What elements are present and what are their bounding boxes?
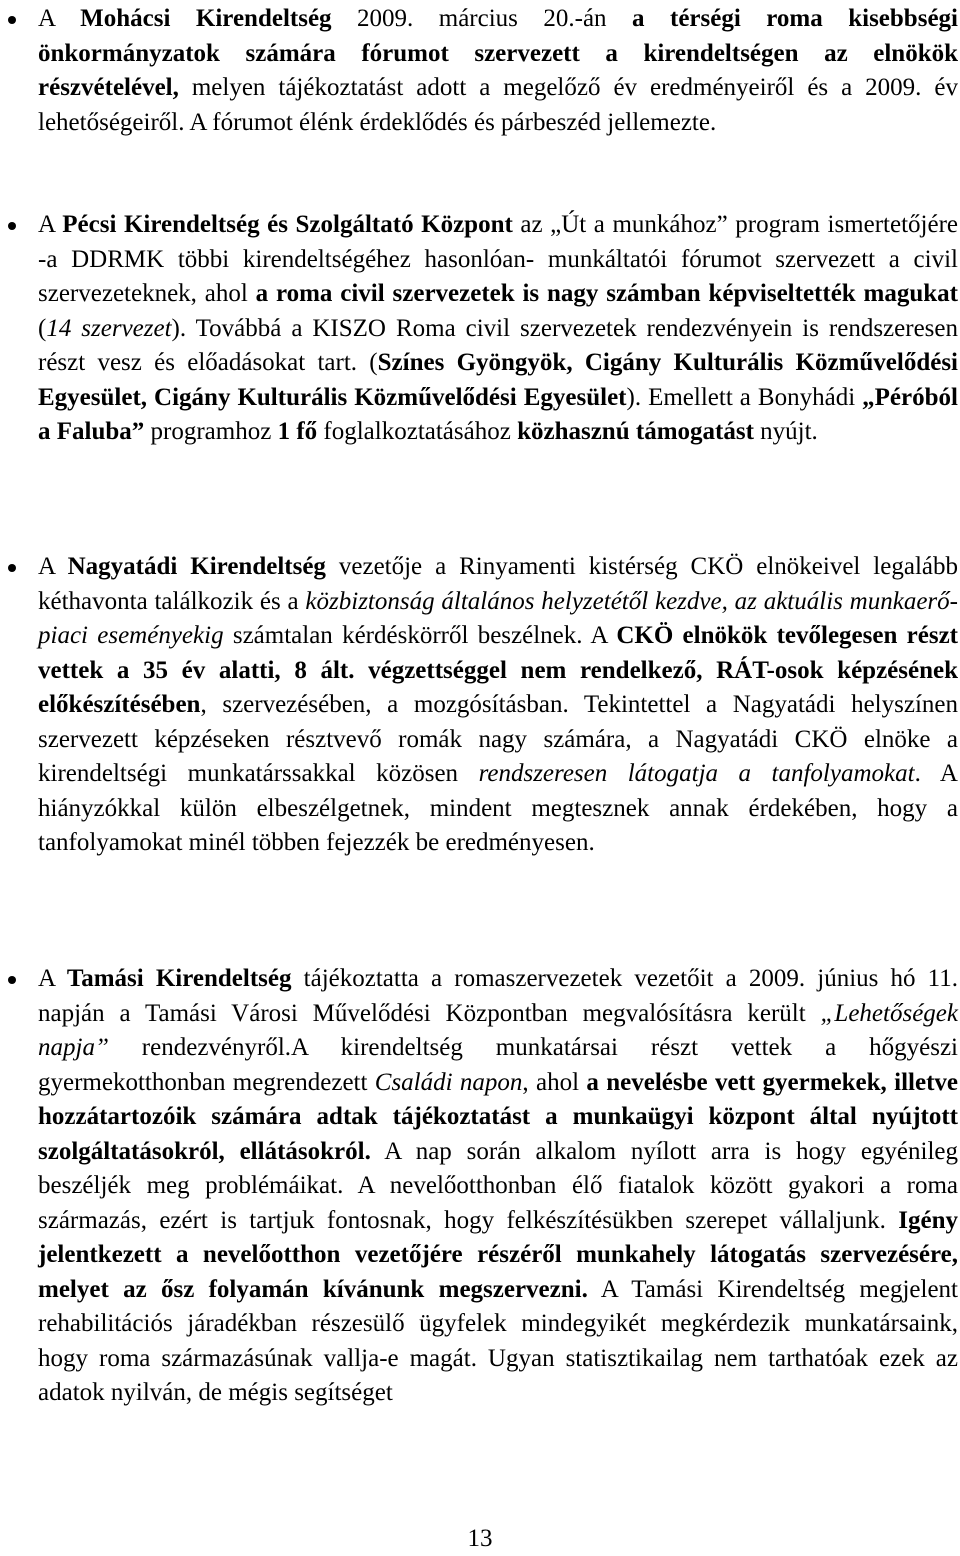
bullet-icon — [8, 16, 16, 24]
bold-text: a roma civil szervezetek is nagy számban képviseltették magukat — [255, 280, 958, 307]
text-run: A — [38, 553, 68, 580]
bullet-icon — [8, 564, 16, 572]
italic-text: Családi napon — [374, 1068, 523, 1096]
bold-text: Nagyatádi Kirendeltség — [67, 553, 326, 580]
text-run: ). Emellett a Bonyhádi — [626, 383, 863, 411]
text-run: ( — [38, 314, 47, 342]
bold-text: Tamási Kirendeltség — [66, 965, 292, 992]
text-run: . A hiányzókkal külön elbeszélgetnek, mindent megtesznek annak érdekében, hogy a tanfolyamokat minél többen fejezzék be eredményesen. — [38, 760, 958, 856]
text-run: az „Út a munkához” program ismertetőjére -a DDRMK többi kirendeltségéhez hasonlóan- munkáltatói fórumot szervezett a civil szervezeteknek, ahol — [38, 211, 958, 307]
text-run: vezetője a Rinyamenti kistérség CKÖ elnökeivel legalább kéthavonta találkozik és a — [38, 553, 958, 615]
text-run: A nap során alkalom nyílott arra is hogy egyénileg beszéljék meg problémáikat. A nevelőotthonban élő fiatalok között gyakori a roma származás, ezért is tartjuk fontosnak, hogy felkészítésükben szerepet vállaljunk. — [38, 1137, 958, 1234]
paragraph-tamasi — [38, 962, 958, 1411]
paragraph-text — [38, 965, 958, 1406]
text-run: számtalan kérdéskörről beszélnek. A — [223, 622, 617, 649]
paragraph-pecs — [38, 208, 958, 450]
bold-text: a nevelésbe vett gyermekek, illetve hozzátartozóik számára adtak tájékoztatást a munkaügyi központ által nyújtott szolgáltatásokról, ellátásokról. — [38, 1068, 958, 1165]
text-run: rendezvényről.A kirendeltség munkatársai részt vettek a hőgyészi gyermekotthonban megrendezett — [38, 1034, 958, 1096]
paragraph-mohacs — [38, 2, 958, 140]
bold-text: Mohácsi Kirendeltség — [80, 5, 332, 32]
text-run: ). Továbbá a KISZO Roma civil szervezetek rendezvényein is rendszeresen részt vesz és előadásokat tart. ( — [38, 314, 958, 376]
italic-text: 14 szervezet — [46, 314, 172, 342]
paragraph-text — [38, 553, 958, 856]
bold-text: a térségi roma kisebbségi önkormányzatok számára fórumot szervezett a kirendeltségen az elnökök részvételével, — [38, 5, 958, 101]
bold-text: 1 fő — [277, 418, 318, 445]
page-number: 13 — [467, 1525, 493, 1552]
bold-text: „Péróból a Faluba” — [38, 383, 958, 445]
italic-text: rendszeresen látogatja a tanfolyamokat — [478, 760, 915, 787]
text-run: A — [38, 5, 81, 32]
paragraph-text — [38, 211, 958, 445]
text-run: 2009. március 20.-án — [331, 5, 633, 32]
bold-text: Igény jelentkezett a nevelőotthon vezetőjére részéről munkahely látogatás szervezésére, melyet az ősz folyamán kívánunk megszervezni. — [38, 1206, 958, 1303]
bullet-icon — [8, 976, 16, 984]
text-run: A — [38, 965, 67, 992]
italic-text: „Lehetőségek napja” — [38, 999, 958, 1061]
bold-text: Színes Gyöngyök, Cigány Kulturális Közművelődési Egyesület, Cigány Kulturális Közművelődési Egyesület — [38, 349, 958, 411]
text-run: foglalkoztatásához — [317, 418, 518, 445]
bold-text: CKÖ elnökök tevőlegesen részt vettek a 35 év alatti, 8 ált. végzettséggel nem rendelkező, RÁT-osok képzésének előkészítésében — [38, 622, 958, 718]
paragraph-text — [38, 5, 958, 136]
text-run: melyen tájékoztatást adott a megelőző év eredményeiről és a 2009. év lehetőségeiről. A fórumot élénk érdeklődés és párbeszéd jellemezte. — [38, 74, 958, 136]
italic-text: közbiztonság általános helyzetétől kezdve, az aktuális munkaerő-piaci eseményekig — [38, 587, 958, 649]
text-run: A Tamási Kirendeltség megjelent rehabilitációs járadékban részesülő ügyfelek mindegyikét megkérdezik munkatársaink, hogy roma származásúnak vallja-e magát. Ugyan statisztikailag nem tarthatóak ezek az adatok nyilván, de mégis segítséget — [38, 1275, 959, 1406]
text-run: , ahol — [522, 1068, 587, 1096]
text-run: , szervezésében, a mozgósításban. Tekintettel a Nagyatádi helyszínen szervezett képzéseken résztvevő romák nagy számára, a Nagyatádi CKÖ elnöke a kirendeltségi munkatárssakkal közösen — [38, 691, 958, 787]
bullet-icon — [8, 222, 16, 230]
text-run: A — [38, 211, 63, 238]
text-run: nyújt. — [753, 418, 818, 445]
paragraph-nagyatad — [38, 550, 958, 861]
text-run: tájékoztatta a romaszervezetek vezetőit a 2009. június hó 11. napján a Tamási Városi Művelődési Központban megvalósításra került — [38, 965, 958, 1027]
bold-text: Pécsi Kirendeltség és Szolgáltató Központ — [62, 211, 513, 238]
bold-text: közhasznú támogatást — [517, 418, 754, 445]
text-run: programhoz — [144, 418, 278, 445]
